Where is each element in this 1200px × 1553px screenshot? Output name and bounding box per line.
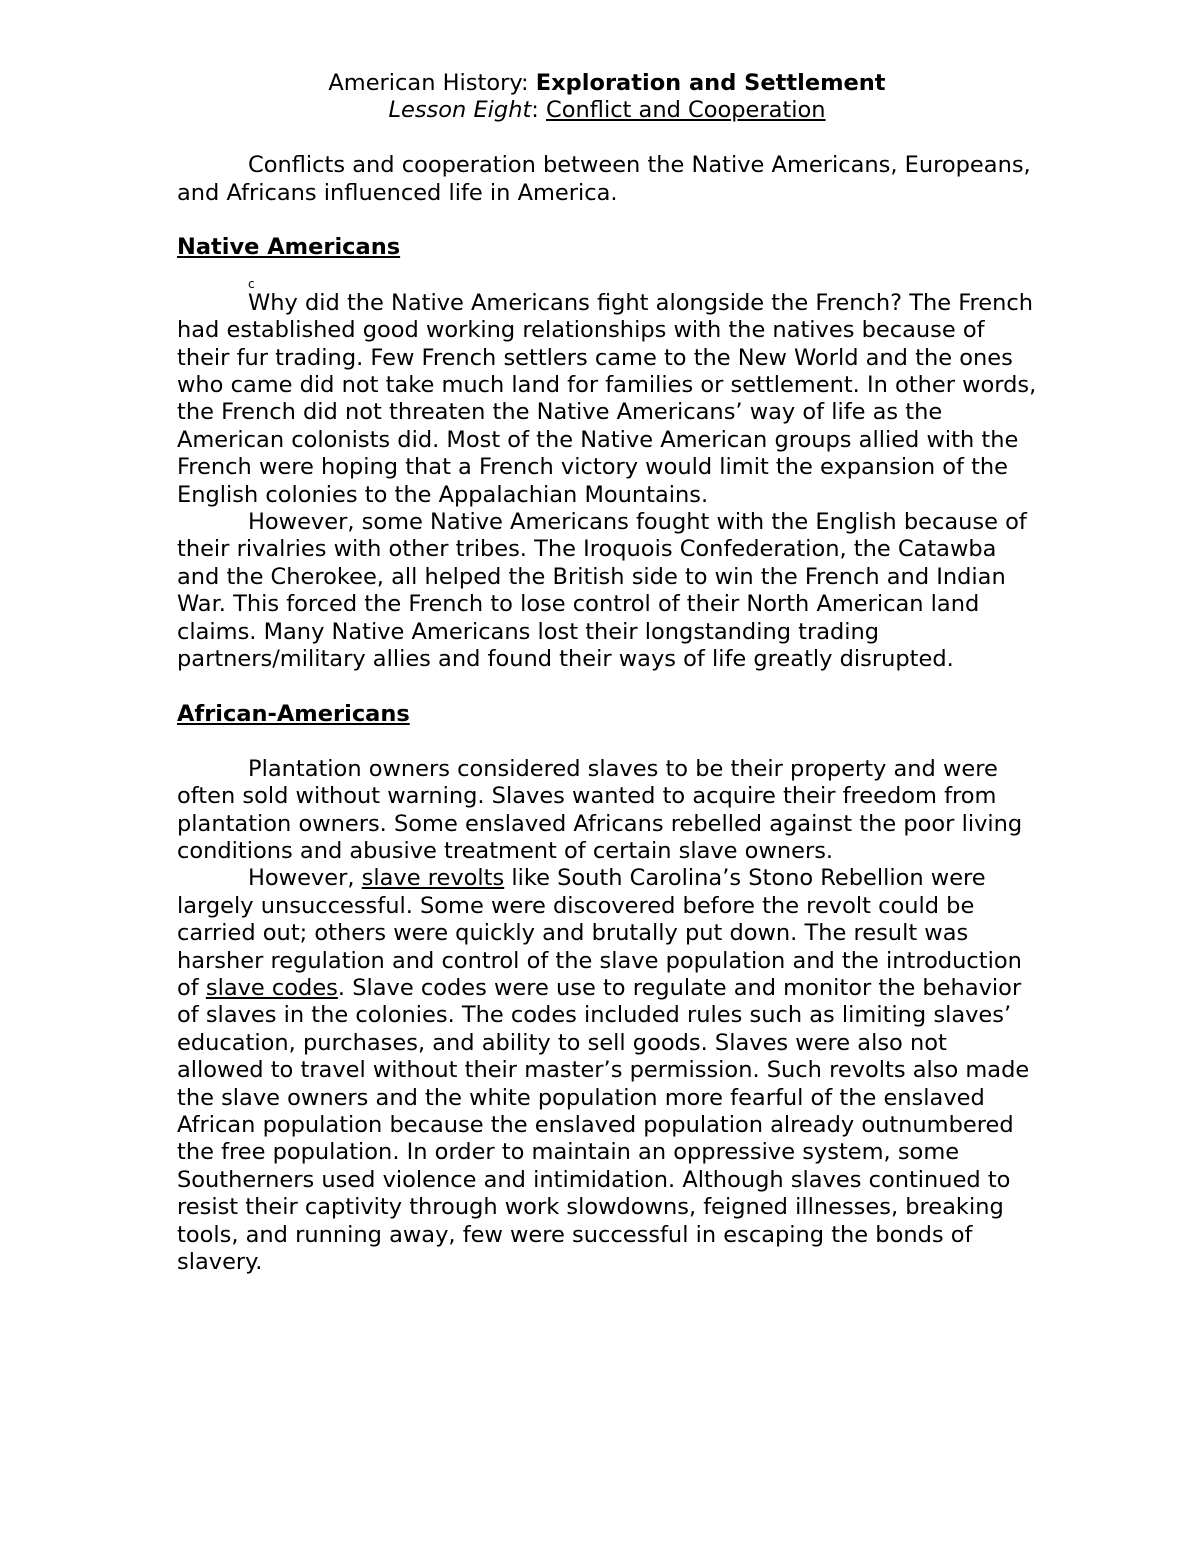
course-title: Exploration and Settlement bbox=[535, 70, 886, 96]
term-slave-revolts: slave revolts bbox=[361, 865, 505, 892]
stray-mark: c bbox=[248, 276, 255, 291]
native-americans-heading: Native Americans bbox=[177, 234, 401, 261]
paragraph-text: like South Carolina’s Stono Rebellion were largely unsuccessful. Some were discovered before the revolt could be carried out; others were quickly and brutally put down. The result was harsher regulation and control of the slave population and the introduction of bbox=[177, 865, 1022, 1001]
spacer bbox=[177, 125, 1037, 152]
african-americans-paragraph-1: Plantation owners considered slaves to be their property and were often sold without warning. Slaves wanted to acquire their freedom from plantation owners. Some enslaved Africans rebelled against the poor living conditions and abusive treatment of certain slave owners. bbox=[177, 755, 1023, 864]
lesson-label: Lesson Eight bbox=[388, 97, 532, 124]
intro-paragraph: Conflicts and cooperation between the Native Americans, Europeans, and Africans influenced life in America. bbox=[177, 152, 1031, 206]
document-page bbox=[177, 70, 1037, 1276]
document-title bbox=[177, 70, 1037, 97]
lesson-title: Conflict and Cooperation bbox=[546, 97, 826, 124]
native-americans-paragraph-1: Why did the Native Americans fight alongside the French? The French had established good working relationships with the natives because of their fur trading. Few French settlers came to the New World and the ones who came did not take much land for families or settlement. In other words, the French did not threaten the Native Americans’ way of life as the American colonists did. Most of the Native American groups allied with the French were hoping that a French victory would limit the expansion of the English colonies to the Appalachian Mountains. bbox=[177, 289, 1037, 508]
lesson-separator: : bbox=[531, 97, 547, 124]
african-americans-paragraph-2 bbox=[177, 865, 1037, 1276]
spacer bbox=[177, 728, 1037, 755]
spacer bbox=[177, 207, 1037, 234]
paragraph-text: However, bbox=[248, 865, 362, 892]
term-slave-codes: slave codes bbox=[205, 974, 338, 1001]
african-americans-heading: African-Americans bbox=[177, 700, 410, 727]
spacer bbox=[177, 674, 1037, 701]
native-americans-paragraph-2: However, some Native Americans fought with the English because of their rivalries with other tribes. The Iroquois Confederation, the Catawba and the Cherokee, all helped the British side to win the French and Indian War. This forced the French to lose control of their North American land claims. Many Native Americans lost their longstanding trading partners/military allies and found their ways of life greatly disrupted. bbox=[177, 509, 1027, 673]
course-prefix: American History: bbox=[328, 70, 536, 96]
lesson-subtitle bbox=[177, 97, 1037, 124]
paragraph-text: . Slave codes were use to regulate and monitor the behavior of slaves in the colonies. The codes included rules such as limiting slaves’ education, purchases, and ability to sell goods. Slaves were also not allowed to travel without their master’s permission. Such revolts also made the slave owners and the white population more fearful of the enslaved African population because the enslaved population already outnumbered the free population. In order to maintain an oppressive system, some Southerners used violence and intimidation. Although slaves continued to resist their captivity through work slowdowns, feigned illnesses, breaking tools, and running away, few were successful in escaping the bonds of slavery. bbox=[177, 974, 1030, 1275]
